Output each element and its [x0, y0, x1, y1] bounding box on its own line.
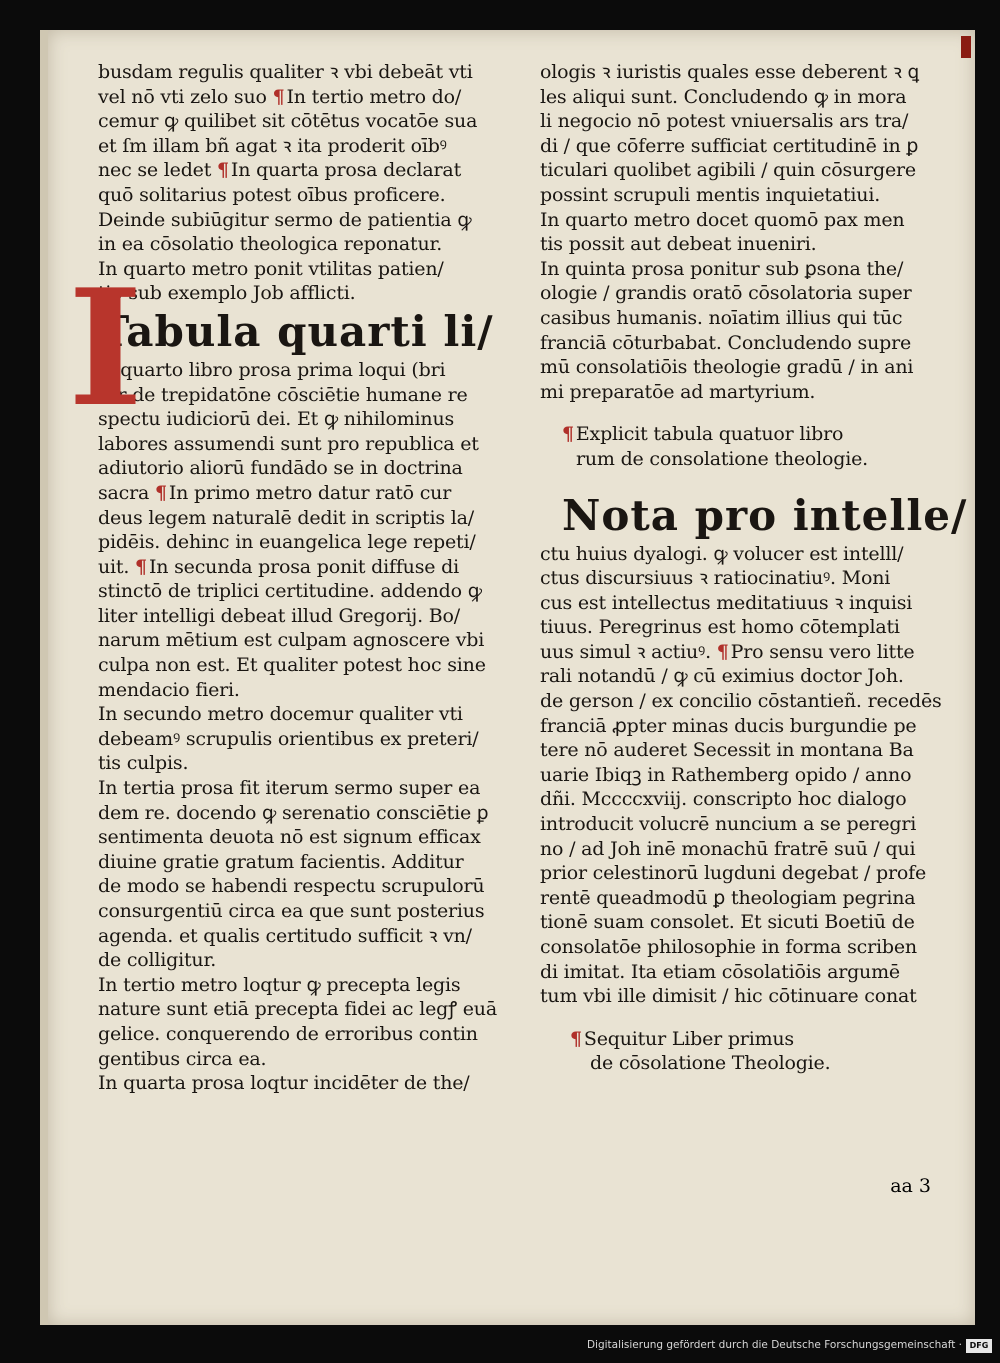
text-line: vel nō vti zelo suo ¶ In tertio metro do/: [98, 85, 462, 108]
text-line: nec se ledet ¶ In quarta prosa declarat: [98, 159, 461, 182]
text-line: de colligitur.: [98, 949, 217, 972]
text-line: debeamꝰ scrupulis orientibus ex preteri/: [98, 727, 479, 750]
text-line: prior celestinorū lugduni degebat / profe: [540, 862, 926, 885]
text-line: tere nō auderet Secessit in montana Ba: [540, 739, 914, 762]
text-line: labores assumendi sunt pro republica et: [98, 432, 479, 455]
text-line: di imitat. Ita etiam cōsolatiōis argumē: [540, 960, 900, 983]
text-line: gentibus circa ea.: [98, 1047, 267, 1070]
dfg-logo: DFG: [966, 1339, 992, 1353]
text-line: tiuus. Peregrinus est homo cōtemplati: [540, 616, 900, 639]
text-line: li negocio nō potest vniuersalis ars tra/: [540, 110, 909, 133]
text-line: rali notandū / ꝙ cū eximius doctor Joh.: [540, 665, 904, 688]
text-line: no / ad Joh inē monachū fratrē suū / qui: [540, 837, 916, 860]
text-line: tum vbi ille dimisit / hic cōtinuare conat: [540, 985, 917, 1008]
text-line: mū consolatiōis theologie gradū / in ani: [540, 356, 914, 379]
text-line: quō solitarius potest oībus proficere.: [98, 183, 446, 206]
section-heading: Tabula quarti li/: [98, 306, 494, 356]
text-line: de gerson / ex concilio cōstantieñ. recedēs: [540, 690, 942, 713]
footer-bar: [0, 1325, 1000, 1363]
spacer: [540, 1009, 960, 1027]
text-line: tur de trepidatōne cōsciētie humane re: [98, 383, 468, 406]
text-line: narum mētium est culpam agnoscere vbi: [98, 629, 485, 652]
text-line: les aliqui sunt. Concludendo ꝙ in mora: [540, 85, 907, 108]
text-line: busdam regulis qualiter ꝛ vbi debeāt vti: [98, 61, 473, 83]
text-line: agenda. et qualis certitudo sufficit ꝛ vn/: [98, 924, 472, 947]
pilcrow-mark: ¶: [716, 640, 729, 663]
text-line: adiutorio aliorū fundādo se in doctrina: [98, 457, 463, 480]
text-line: franciā ꝓpter minas ducis burgundie pe: [540, 714, 917, 737]
pilcrow-mark: ¶: [570, 1027, 582, 1050]
text-line: liter intelligi debeat illud Gregorij. Bo/: [98, 604, 460, 627]
text-line: Deinde subiūgitur sermo de patientia ꝙ: [98, 208, 472, 231]
text-line: gelice. conquerendo de erroribus contin: [98, 1022, 478, 1045]
text-line: spectu iudiciorū dei. Et ꝙ nihilominus: [98, 408, 455, 431]
text-line: In quarto metro docet quomō pax men: [540, 208, 905, 231]
explicit-line: ¶ Explicit tabula quatuor libro: [562, 423, 844, 446]
right-column: [540, 60, 968, 1076]
text-line: casibus humanis. noīatim illius qui tūc: [540, 306, 903, 329]
text-line: pidēis. dehinc in euangelica lege repeti/: [98, 531, 476, 554]
pilcrow-mark: ¶: [154, 481, 167, 504]
text-line: sacra ¶ In primo metro datur ratō cur: [98, 481, 452, 504]
text-line: culpa non est. Et qualiter potest hoc sine: [98, 654, 486, 677]
text-line: uarie Ibiqꝫ in Rathemberg opido / anno: [540, 763, 912, 786]
pilcrow-mark: ¶: [562, 423, 574, 446]
explicit-line: rum de consolatione theologie.: [576, 447, 868, 470]
spacer: [540, 472, 960, 490]
left-column: [68, 60, 516, 1096]
pilcrow-mark: ¶: [135, 555, 147, 578]
text-line: tis culpis.: [98, 752, 189, 775]
signature-mark: aa 3: [890, 1175, 931, 1197]
text-line: in ea cōsolatio theologica reponatur.: [98, 233, 443, 256]
text-line: stinctō de triplici certitudine. addendo ꝙ: [98, 580, 482, 603]
text-line: deus legem naturalē dedit in scriptis la/: [98, 506, 474, 529]
text-line: cus est intellectus meditatiuus ꝛ inquisi: [540, 591, 913, 614]
text-line: di / que cōferre sufficiat certitudinē in ꝑ: [540, 134, 919, 157]
text-line: In quinta prosa ponitur sub ꝑsona the/: [540, 257, 904, 280]
text-line: de modo se habendi respectu scrupulorū: [98, 875, 485, 898]
text-line: et ſm illam bñ agat ꝛ ita proderit oībꝰ: [98, 134, 447, 157]
text-line: introducit volucrē nuncium a se peregri: [540, 813, 917, 836]
text-line: N quarto libro prosa prima loqui (bri: [98, 358, 446, 381]
text-line: mi preparatōe ad martyrium.: [540, 380, 816, 403]
text-line: mendacio fieri.: [98, 678, 240, 701]
text-line: ticulari quolibet agibili / quin cōsurgere: [540, 159, 916, 182]
text-line: tie sub exemplo Job afflicti.: [98, 282, 356, 305]
text-line: possint scrupuli mentis inquietatiui.: [540, 183, 881, 206]
pilcrow-mark: ¶: [272, 85, 285, 108]
section-heading: Nota pro intelle/: [562, 490, 968, 540]
text-line: ctus discursiuus ꝛ ratiocinatiuꝰ. Moni: [540, 567, 891, 590]
spacer: [540, 404, 960, 422]
decorated-initial: I: [68, 254, 143, 442]
text-line: sentimenta deuota nō est signum efficax: [98, 826, 481, 849]
text-line: In tertio metro loqtur ꝙ precepta legis: [98, 973, 461, 996]
pilcrow-mark: ¶: [217, 159, 229, 182]
text-line: In tertia prosa fit iterum sermo super ea: [98, 777, 481, 800]
text-line: In quarta prosa loqtur incidēter de the/: [98, 1072, 470, 1095]
text-line: nature sunt etiā precepta fidei ac legꝭ euā: [98, 998, 497, 1021]
sequitur-line: de cōsolatione Theologie.: [590, 1052, 831, 1075]
text-line: consolatōe philosophie in forma scriben: [540, 936, 917, 958]
text-line: tionē suam consolet. Et sicuti Boetiū de: [540, 911, 915, 934]
text-line: dem re. docendo ꝙ serenatio consciētie ꝑ: [98, 801, 489, 824]
text-line: ologie / grandis oratō cōsolatoria super: [540, 282, 912, 305]
text-line: In secundo metro docemur qualiter vti: [98, 703, 463, 726]
text-line: tis possit aut debeat inueniri.: [540, 233, 817, 256]
text-line: uus simul ꝛ actiuꝰ. ¶ Pro sensu vero litte: [540, 640, 915, 663]
book-page: [40, 30, 975, 1325]
text-line: ologis ꝛ iuristis quales esse deberent ꝛ ꝗ: [540, 61, 920, 83]
text-line: rentē queadmodū ꝑ theologiam pegrina: [540, 886, 916, 909]
text-line: uit. ¶ In secunda prosa ponit diffuse di: [98, 555, 459, 578]
text-line: cemur ꝙ quilibet sit cōtētus vocatōe sua: [98, 110, 478, 133]
text-line: In quarto metro ponit vtilitas patien/: [98, 257, 444, 280]
text-line: consurgentiū circa ea que sunt posterius: [98, 900, 485, 922]
text-line: dñi. Mccccxviij. conscripto hoc dialogo: [540, 788, 907, 811]
sequitur-line: ¶ Sequitur Liber primus: [570, 1027, 794, 1050]
text-line: franciā cōturbabat. Concludendo supre: [540, 331, 912, 354]
funding-credit: Digitalisierung gefördert durch die Deutsche Forschungsgemeinschaft ·: [586, 1339, 962, 1351]
page-edge-marker: [961, 36, 971, 58]
text-line: diuine gratie gratum facientis. Additur: [98, 850, 464, 873]
text-line: ctu huius dyalogi. ꝙ volucer est intelll/: [540, 542, 904, 565]
